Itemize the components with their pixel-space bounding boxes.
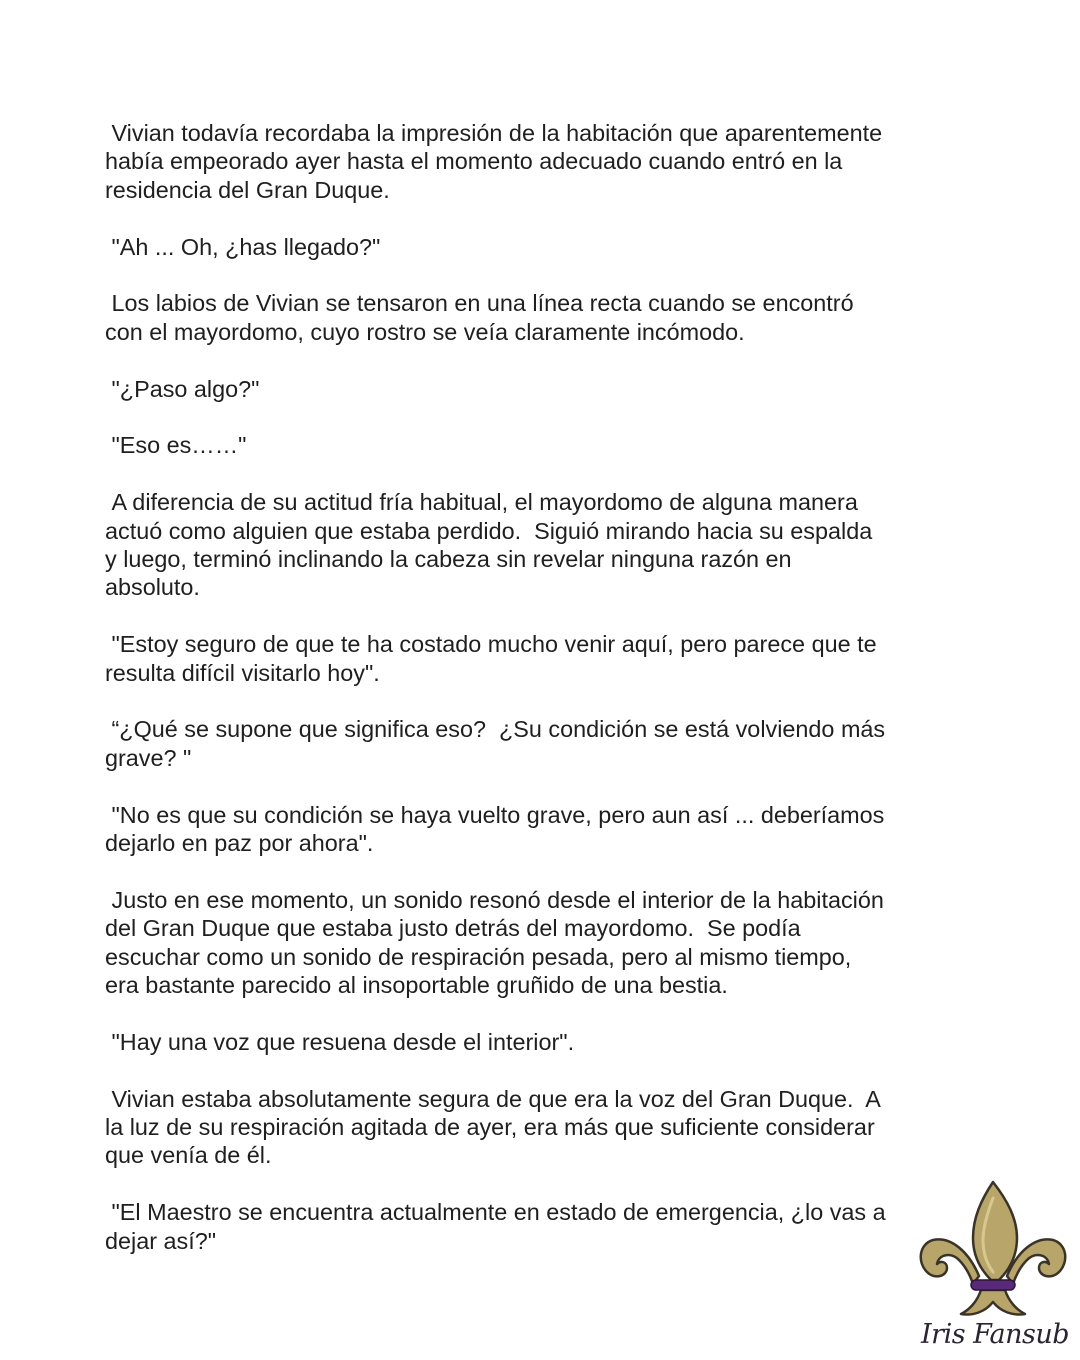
story-text (105, 119, 935, 1283)
watermark-text: Iris Fansub (921, 1319, 1070, 1350)
paragraph: "El Maestro se encuentra actualmente en estado de emergencia, ¿lo vas a dejar así?" (105, 1199, 886, 1254)
paragraph: "Eso es……" (105, 432, 247, 459)
paragraph: "No es que su condición se haya vuelto grave, pero aun así ... deberíamos dejarlo en paz por ahora". (105, 801, 885, 857)
paragraph: Justo en ese momento, un sonido resonó desde el interior de la habitación del Gran Duque que estaba justo detrás del mayordomo. Se podía escuchar como un sonido de respiración pesada, pero al mismo tiempo, era bastante parecido al insoportable gruñido de una bestia. (105, 886, 884, 999)
paragraph: "Ah ... Oh, ¿has llegado?" (105, 233, 381, 260)
paragraph: Vivian estaba absolutamente segura de que era la voz del Gran Duque. A la luz de su respiración agitada de ayer, era más que suficiente considerar que venía de él. (105, 1085, 881, 1169)
fleur-de-lis-icon (915, 1178, 1075, 1328)
paragraph: “¿Qué se supone que significa eso? ¿Su condición se está volviendo más grave? " (105, 716, 886, 771)
paragraph: Los labios de Vivian se tensaron en una línea recta cuando se encontró con el mayordomo, cuyo rostro se veía claramente incómodo. (105, 290, 854, 345)
paragraph: Vivian todavía recordaba la impresión de la habitación que aparentemente había empeorado ayer hasta el momento adecuado cuando entró en la residencia del Gran Duque. (105, 120, 883, 203)
iris-fansub-watermark (915, 1178, 1075, 1360)
paragraph: "Hay una voz que resuena desde el interior". (105, 1028, 575, 1055)
paragraph: A diferencia de su actitud fría habitual, el mayordomo de alguna manera actuó como alguien que estaba perdido. Siguió mirando hacia su espalda y luego, terminó inclinando la cabeza sin revelar ninguna razón en absoluto. (105, 489, 873, 601)
paragraph: "Estoy seguro de que te ha costado mucho venir aquí, pero parece que te resulta difícil visitarlo hoy". (105, 631, 877, 686)
paragraph: "¿Paso algo?" (105, 375, 260, 402)
